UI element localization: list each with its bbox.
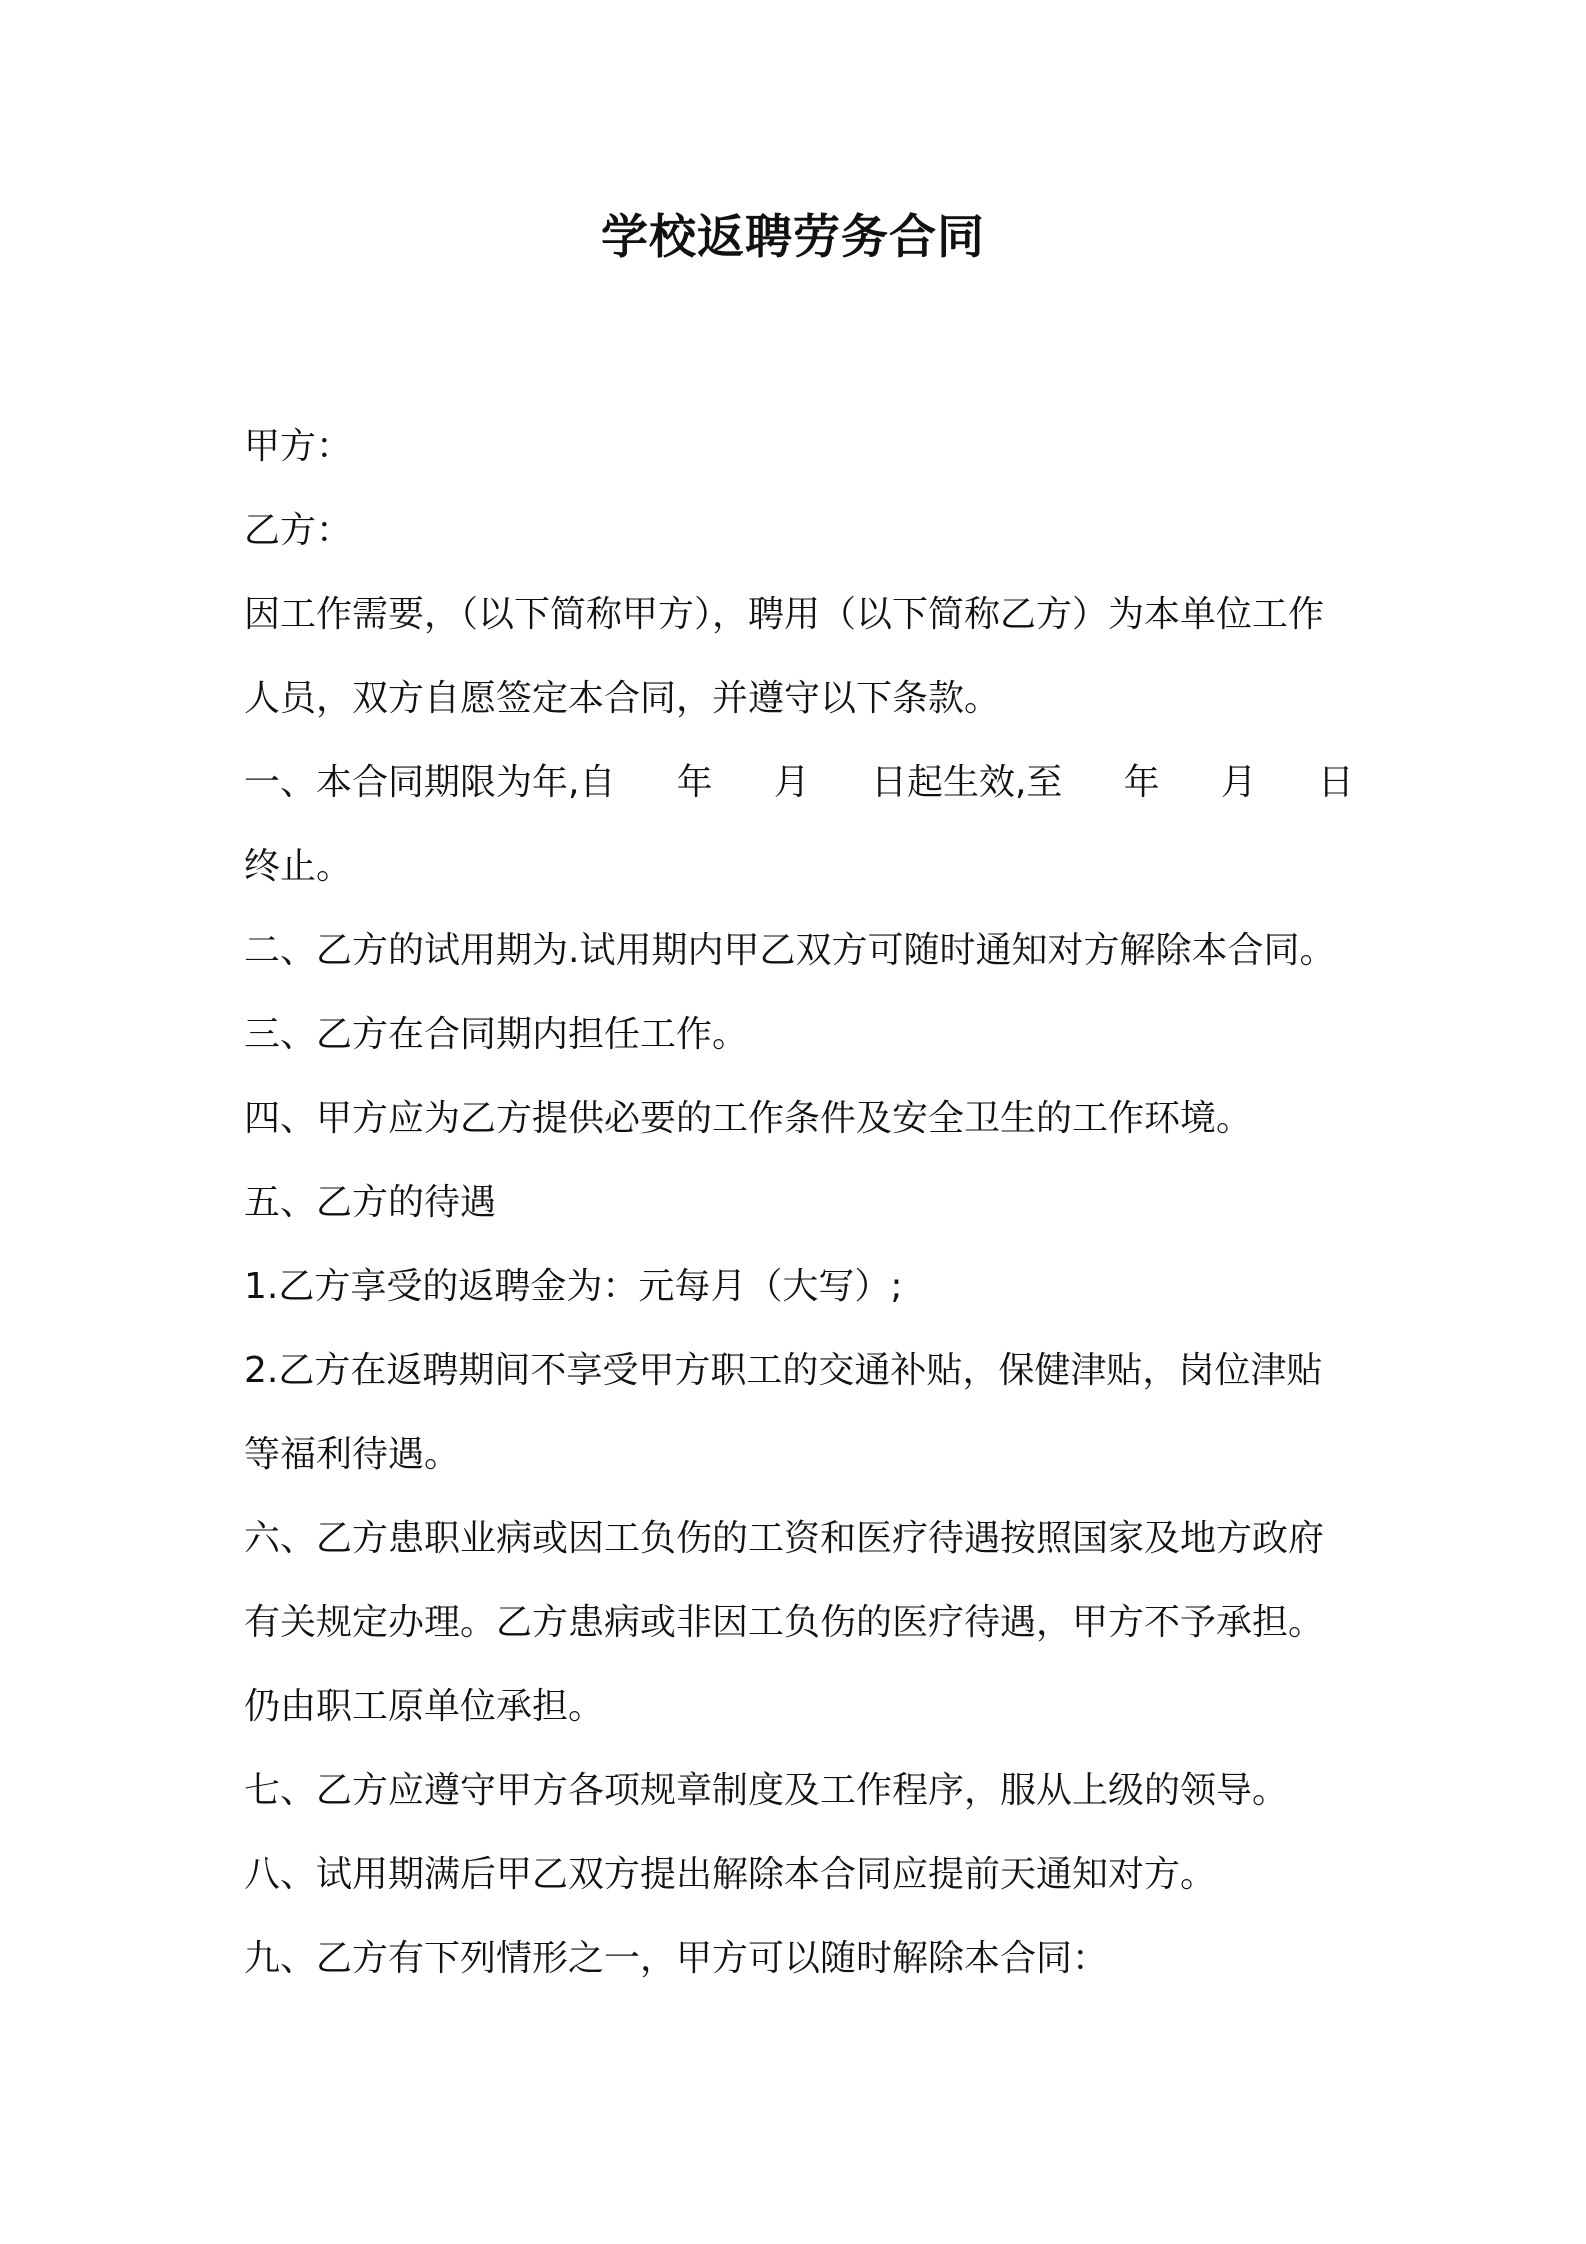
clause-1-lead: 一、本合同期限为年,自 (244, 762, 616, 803)
contract-body (244, 405, 1354, 2001)
intro-line-2: 人员，双方自愿签定本合同，并遵守以下条款。 (244, 678, 1001, 719)
clause-6-line-2: 有关规定办理。乙方患病或非因工负伤的医疗待遇，甲方不予承担。 (244, 1602, 1325, 1643)
contract-title: 学校返聘劳务合同 (601, 210, 985, 265)
clause-5-item-1: 1.乙方享受的返聘金为：元每月（大写）; (244, 1266, 903, 1307)
clause-8: 八、试用期满后甲乙双方提出解除本合同应提前天通知对方。 (244, 1854, 1217, 1895)
clause-6-line-1: 六、乙方患职业病或因工负伤的工资和医疗待遇按照国家及地方政府 (244, 1518, 1325, 1559)
clause-1-day-start: 日起生效,至 (870, 762, 1063, 803)
clause-1-year-end: 年 (1123, 762, 1160, 803)
clause-4: 四、甲方应为乙方提供必要的工作条件及安全卫生的工作环境。 (244, 1098, 1253, 1139)
clause-9: 九、乙方有下列情形之一，甲方可以随时解除本合同： (244, 1938, 1109, 1979)
party-b-line: 乙方： (244, 510, 353, 551)
clause-1-month-end: 月 (1220, 762, 1257, 803)
clause-1-term-line (244, 741, 1354, 825)
clause-5-item-2-line-1: 2.乙方在返聘期间不享受甲方职工的交通补贴，保健津贴，岗位津贴 (244, 1350, 1323, 1391)
clause-3: 三、乙方在合同期内担任工作。 (244, 1014, 749, 1055)
clause-1-year-start: 年 (676, 762, 713, 803)
party-a-line: 甲方： (244, 426, 353, 467)
clause-2: 二、乙方的试用期为.试用期内甲乙双方可随时通知对方解除本合同。 (244, 930, 1336, 971)
clause-6-line-3: 仍由职工原单位承担。 (244, 1686, 605, 1727)
intro-line-1: 因工作需要，（以下简称甲方），聘用（以下简称乙方）为本单位工作 (244, 594, 1325, 635)
clause-5-item-2-line-2: 等福利待遇。 (244, 1434, 461, 1475)
clause-1-day-end: 日 (1317, 762, 1354, 803)
clause-7: 七、乙方应遵守甲方各项规章制度及工作程序，服从上级的领导。 (244, 1770, 1289, 1811)
clause-5: 五、乙方的待遇 (244, 1182, 497, 1223)
clause-1-end-line: 终止。 (244, 846, 353, 887)
clause-1-month-start: 月 (773, 762, 810, 803)
